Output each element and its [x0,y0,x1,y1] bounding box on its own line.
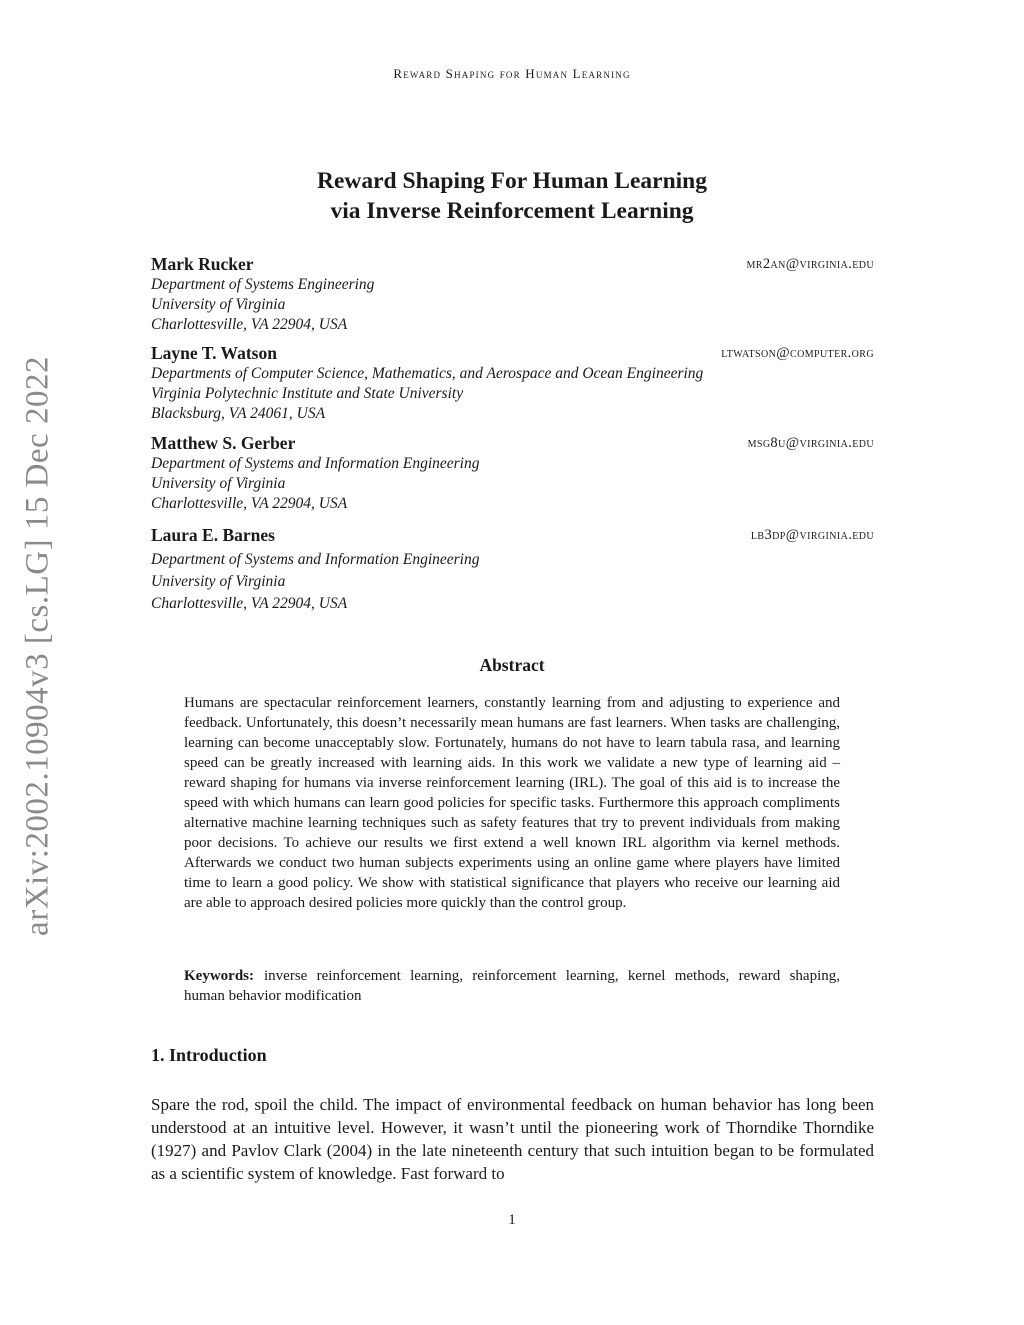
section-text: Spare the rod, spoil the child. The impact of environmental feedback on human behavior has long been understood at an intuitive level. However, it wasn’t until the pioneering work of Thorndike Thorndike (1927) and Pavlov Clark (2004) in the late nineteenth century that such intuition began to be formulated as a scientific system of knowledge. Fast forward to [151,1095,874,1183]
paper-title-line-2: via Inverse Reinforcement Learning [330,198,694,224]
author-email[interactable]: ltwatson@computer.org [721,345,874,361]
author-affiliation-line: Charlottesville, VA 22904, USA [151,495,348,512]
author-list [151,254,874,615]
abstract-text: Humans are spectacular reinforcement learners, constantly learning from and adjusting to experience and feedback. Unfortunately, this doesn’t necessarily mean humans are fast learners. When tasks are challenging, learning can become unacceptably slow. Fortunately, humans do not have to learn tabula rasa, and learning speed can be greatly increased with learning aids. In this work we validate a new type of learning aid – reward shaping for humans via inverse reinforcement learning (IRL). The goal of this aid is to increase the speed with which humans can learn good policies for specific tasks. Furthermore this approach compliments alternative machine learning techniques such as safety features that try to prevent individuals from making poor decisions. To achieve our results we first extend a well known IRL algorithm via kernel methods. Afterwards we conduct two human subjects experiments using an online game where players have limited time to learn a good policy. We show with statistical significance that players who receive our learning aid are able to approach desired policies more quickly than the control group. [184,695,840,911]
author-block [151,433,874,514]
author-affiliation-line: Virginia Polytechnic Institute and State University [151,385,464,402]
running-head: Reward Shaping for Human Learning [393,66,631,81]
paper-title [0,166,1024,226]
author-affiliation-line: Department of Systems Engineering [151,276,375,293]
author-affiliation-line: Department of Systems and Information Engineering [151,551,480,568]
abstract-heading: Abstract [479,655,545,675]
author-email[interactable]: msg8u@virginia.edu [747,435,874,451]
author-affiliation-line: University of Virginia [151,573,286,590]
author-affiliation-line: Charlottesville, VA 22904, USA [151,595,348,612]
author-block [151,254,874,335]
author-name: Laura E. Barnes [151,525,275,545]
author-affiliation-line: Department of Systems and Information Engineering [151,455,480,472]
author-affiliation-line: Departments of Computer Science, Mathematics, and Aerospace and Ocean Engineering [151,365,704,382]
page-number: 1 [508,1212,516,1228]
author-name: Layne T. Watson [151,343,277,363]
author-block [151,525,874,615]
author-email[interactable]: mr2an@virginia.edu [746,256,874,272]
author-email[interactable]: lb3dp@virginia.edu [750,527,874,543]
keywords-text: inverse reinforcement learning, reinforcement learning, kernel methods, reward shaping, human behavior modification [184,968,840,1004]
author-affiliation-line: Charlottesville, VA 22904, USA [151,316,348,333]
section-heading: 1. Introduction [151,1045,267,1065]
keywords-label: Keywords: [184,968,254,984]
arxiv-stamp-text: arXiv:2002.10904v3 [cs.LG] 15 Dec 2022 [19,356,56,936]
author-affiliation-line: University of Virginia [151,296,286,313]
arxiv-stamp [14,350,62,942]
author-block [151,343,874,424]
author-name: Matthew S. Gerber [151,433,296,453]
keywords [184,966,840,1006]
author-affiliation-line: Blacksburg, VA 24061, USA [151,405,326,422]
author-name: Mark Rucker [151,254,254,274]
paper-title-line-1: Reward Shaping For Human Learning [317,168,707,194]
author-affiliation-line: University of Virginia [151,475,286,492]
